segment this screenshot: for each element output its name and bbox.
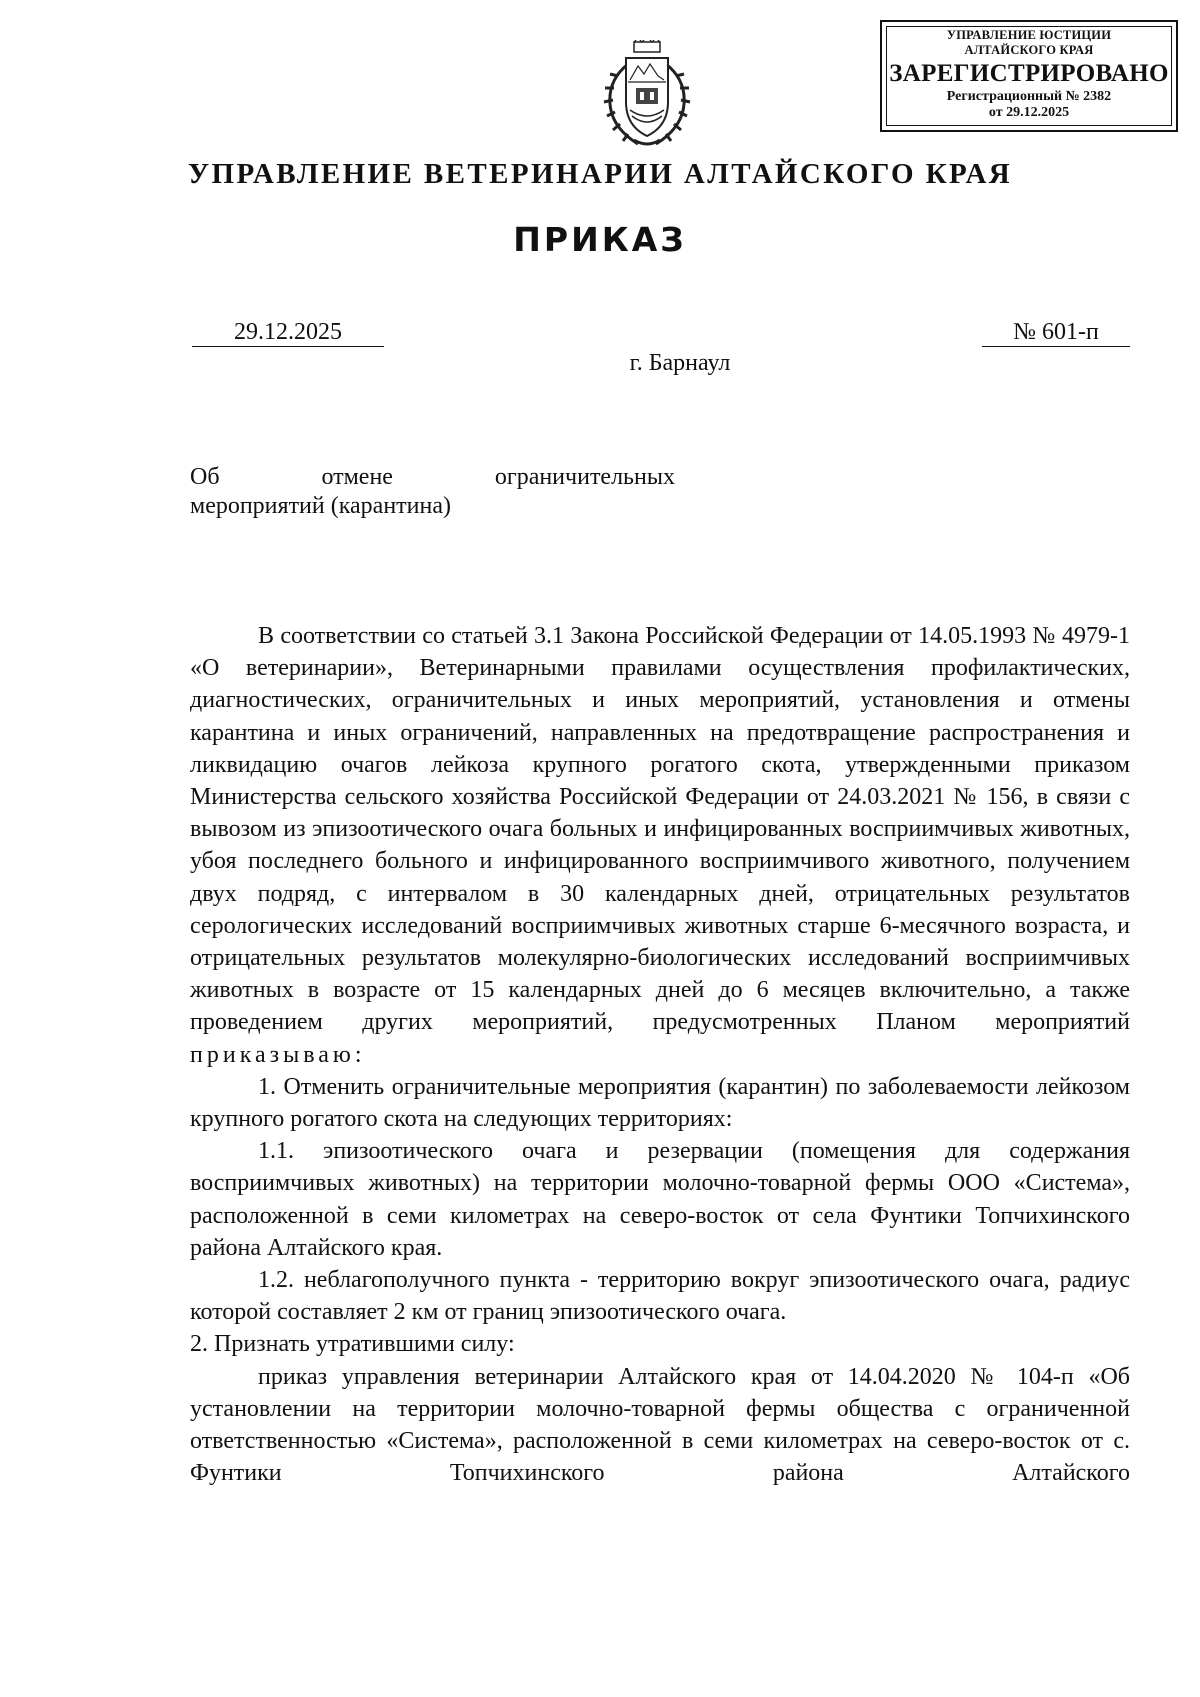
agency-name: УПРАВЛЕНИЕ ВЕТЕРИНАРИИ АЛТАЙСКОГО КРАЯ <box>187 158 1013 190</box>
preamble-text: В соответствии со статьей 3.1 Закона Российской Федерации от 14.05.1993 № 4979-1 «О ветеринарии», Ветеринарными правилами осуществления профилактических, диагностических, ограничительных и иных мероприятий, установления и отмены карантина и иных ограничений, направленных на предотвращение распространения и ликвидацию очагов лейкоза крупного рогатого скота, утвержденными приказом Министерства сельского хозяйства Российской Федерации от 24.03.2021 № 156, в связи с вывозом из эпизоотического очага больных и инфицированных восприимчивых животных, убоя последнего больного и инфицированного восприимчивого животного, получением двух подряд, с интервалом в 30 календарных дней, отрицательных результатов серологических исследований восприимчивых животных старше 6-месячного возраста, и отрицательных результатов молекулярно-биологических исследований восприимчивых животных в возрасте от 15 календарных дней до 6 месяцев включительно, а также проведением других мероприятий, предусмотренных Планом мероприятий <box>190 623 1130 1036</box>
item-1: 1. Отменить ограничительные мероприятия (карантин) по заболеваемости лейкозом крупного рогатого скота на следующих территориях: <box>190 1073 1130 1133</box>
order-body <box>190 620 1130 1489</box>
preamble-paragraph <box>190 620 1130 1071</box>
item-1-1: 1.1. эпизоотического очага и резервации (помещения для содержания восприимчивых животных) на территории молочно-товарной фермы ООО «Система», расположенной в семи километрах на северо-восток от села Фунтики Топчихинского района Алтайского края. <box>190 1138 1130 1261</box>
order-subject <box>190 463 675 521</box>
coat-of-arms-icon <box>600 40 694 152</box>
stamp-status: ЗАРЕГИСТРИРОВАНО <box>889 60 1169 87</box>
item-1-2: 1.2. неблагополучного пункта - территорию вокруг эпизоотического очага, радиус которой составляет 2 км от границ эпизоотического очага. <box>190 1267 1130 1326</box>
item-2-text: приказ управления ветеринарии Алтайского края от 14.04.2020 № 104-п «Об установлении на территории молочно-товарной фермы общества с ограниченной ответственностью «Система», расположенной в семи километрах на северо-восток от с. Фунтики Топчихинского района Алтайского <box>190 1363 1130 1487</box>
stamp-reg-number: Регистрационный № 2382 <box>946 89 1112 104</box>
item-2: 2. Признать утратившими силу: <box>190 1331 515 1358</box>
order-date: 29.12.2025 <box>192 318 384 347</box>
order-word: приказываю: <box>190 1041 366 1068</box>
subject-word-3: ограничительных <box>494 464 675 490</box>
stamp-reg-date: от 29.12.2025 <box>988 105 1070 120</box>
subject-word-1: Об <box>190 464 220 490</box>
subject-word-2: отмене <box>321 464 393 490</box>
document-type: ПРИКАЗ <box>513 220 687 259</box>
stamp-org-line1: УПРАВЛЕНИЕ ЮСТИЦИИ <box>946 28 1112 42</box>
registration-stamp <box>880 20 1178 132</box>
order-number: № 601-п <box>982 318 1130 347</box>
city: г. Барнаул <box>629 350 731 376</box>
subject-line-2: мероприятий (карантина) <box>190 493 451 519</box>
stamp-org-line2: АЛТАЙСКОГО КРАЯ <box>964 43 1094 57</box>
